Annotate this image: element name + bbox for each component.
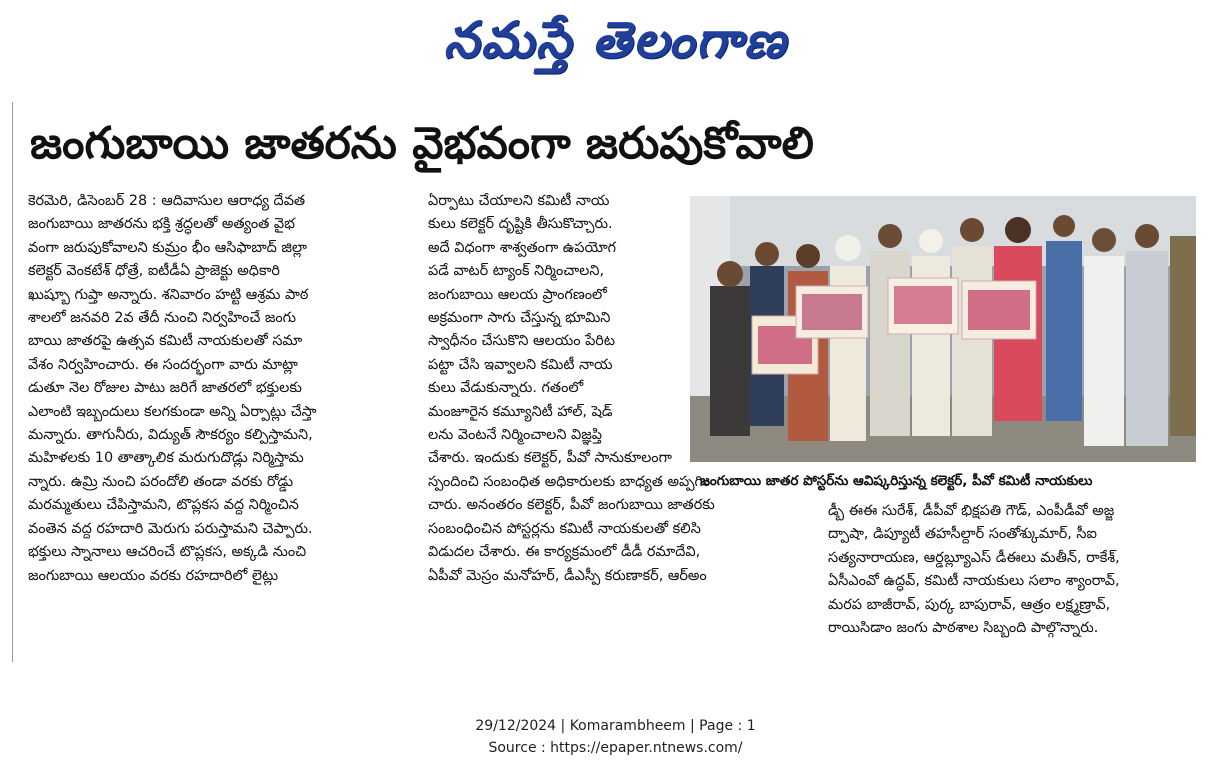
column-1-line: వంగా జరుపుకోవాలని కుమ్రం భీం ఆసిఫాబాద్ జిల్లా (28, 239, 307, 256)
column-1-line: ఖుష్బూ గుప్తా అన్నారు. శనివారం హట్టి ఆశ్రమ పాఠ (28, 286, 309, 303)
column-1-line: వేశం నిర్వహించారు. ఈ సందర్భంగా వారు మాట్లా (28, 356, 298, 373)
left-margin-rule (12, 102, 13, 662)
column-1-line: డుతూ నెల రోజుల పాటు జరిగే జాతరలో భక్తులకు (28, 380, 302, 397)
column-3-line: డ్బీ ఈఈ సురేశ్, డీపీవో భిక్షపతి గౌడ్, ఎంపీడీవో అజ్జ (828, 503, 1115, 519)
article-column-1 (28, 190, 404, 588)
article-photo (690, 196, 1196, 462)
column-2-line: జంగుబాయి ఆలయ ప్రాంగణంలో (428, 286, 607, 303)
column-1-line: ఎలాంటి ఇబ్బందులు కలగకుండా అన్ని ఏర్పాట్లు చేస్తా (28, 403, 317, 420)
footer-source-link[interactable]: Source : https://epaper.ntnews.com/ (488, 740, 743, 756)
column-1-line: జంగుబాయి ఆలయం వరకు రహదారిలో లైట్లు (28, 567, 279, 584)
column-3-line: సత్యనారాయణ, ఆర్డబ్ల్యూఎస్ డీఈలు మతీన్, రాకేశ్, (828, 549, 1120, 566)
column-1-line: మహిళలకు 10 తాత్కాలిక మరుగుదొడ్లు నిర్మిస్తామ (28, 450, 304, 467)
column-3-line: రాయిసిడాం జంగు పాఠశాల సిబ్బంది పాల్గొన్నారు. (828, 620, 1099, 637)
column-1-line: న్నారు. ఉమ్రి నుంచి పరందోలి తండా వరకు రోడ్డు (28, 473, 294, 490)
article-column-2 (428, 190, 715, 588)
column-1-line: బాయి జాతరపై ఉత్సవ కమిటీ నాయకులతో సమా (28, 333, 303, 350)
column-2-line: స్వాధీనం చేసుకొని ఆలయం పేరిట (428, 333, 615, 350)
column-2-line-wide: సంబంధించిన పోస్టర్లను కమిటీ నాయకులతో కలిసి (428, 520, 701, 537)
column-2-line: మంజూరైన కమ్యూనిటీ హాల్, షెడ్ (428, 403, 613, 420)
column-1-line: కలెక్టర్ వెంకటేశ్ ధోత్రే, ఐటీడీఏ ప్రాజెక్టు అధికారి (28, 263, 280, 280)
column-2-line-wide: చేశారు. ఇందుకు కలెక్టర్, పీవో సానుకూలంగా (428, 450, 672, 467)
photo-caption: జంగుబాయి జాతర పోస్టర్‌ను ఆవిష్కరిస్తున్న కలెక్టర్, పీవో కమిటీ నాయకులు (700, 473, 1093, 489)
column-2-line: అదే విధంగా శాశ్వతంగా ఉపయోగ (428, 239, 617, 256)
article-headline: జంగుబాయి జాతరను వైభవంగా జరుపుకోవాలి (30, 118, 814, 169)
masthead-title: నమస్తే తెలంగాణ (443, 11, 788, 69)
column-2-line: అక్రమంగా సాగు చేస్తున్న భూమిని (428, 310, 611, 327)
column-2-line: పడే వాటర్ ట్యాంక్ నిర్మించాలని, (428, 263, 605, 280)
column-2-line: ఏర్పాటు చేయాలని కమిటీ నాయ (428, 193, 610, 209)
column-1-line: వంతెన వద్ద రహదారి మెరుగు పరుస్తామని చెప్పారు. (28, 520, 313, 537)
column-2-line-wide: స్పందించి సంబంధిత అధికారులకు బాధ్యత అప్పగిం (428, 473, 711, 490)
column-2-line-wide: చారు. అనంతరం కలెక్టర్, పీవో జంగుబాయి జాతరకు (428, 497, 715, 514)
column-3-line: ఏసీఎంవో ఉద్ధవ్, కమిటీ నాయకులు సలాం శ్యాంరావ్, (828, 573, 1120, 590)
column-2-line-wide: విడుదల చేశారు. ఈ కార్యక్రమంలో డీడీ రమాదేవి, (428, 544, 701, 561)
newspaper-masthead (0, 4, 1231, 76)
column-2-line: కులు వేడుకున్నారు. గతంలో (428, 380, 584, 397)
column-1-line: భక్తులు స్నానాలు ఆచరించే టొప్లకస, అక్కడి నుంచి (28, 544, 307, 561)
column-2-line: పట్టా చేసి ఇవ్వాలని కమిటీ నాయ (428, 356, 613, 373)
column-1-line: శాలలో జనవరి 2వ తేదీ నుంచి నిర్వహించే జంగు (28, 310, 297, 327)
column-1-line: జంగుబాయి జాతరను భక్తి శ్రద్ధలతో అత్యంత వైభ (28, 216, 295, 233)
photo-illustration (690, 196, 1196, 462)
footer-date-page: 29/12/2024 | Komarambheem | Page : 1 (475, 718, 756, 734)
column-1-line: మరమ్మతులు చేపిస్తామని, టొప్లకస వద్ద నిర్మించిన (28, 497, 299, 514)
column-1-line: కెరమెరి, డిసెంబర్ 28 : ఆదివాసుల ఆరాధ్య దేవత (28, 193, 306, 209)
column-1-line: మన్నారు. తాగునీరు, విద్యుత్ సౌకర్యం కల్పిస్తామని, (28, 427, 313, 444)
column-3-line: ద్పాషా, డిప్యూటీ తహసీల్దార్ సంతోశ్కుమార్, సీఐ (828, 526, 1097, 543)
article-column-3 (828, 500, 1188, 640)
column-2-line: లను వెంటనే నిర్మించాలని విజ్ఞప్తి (428, 427, 603, 444)
column-3-line: మరప బాజీరావ్, పుర్క బాపురావ్, ఆత్రం లక్ష్మణ్రావ్, (828, 596, 1111, 613)
column-2-line: కులు కలెక్టర్ దృష్టికి తీసుకొచ్చారు. (428, 216, 613, 233)
column-2-line-wide: ఏపీవో మెస్రం మనోహర్, డీఎస్పీ కరుణాకర్, ఆర్అం (428, 567, 707, 584)
